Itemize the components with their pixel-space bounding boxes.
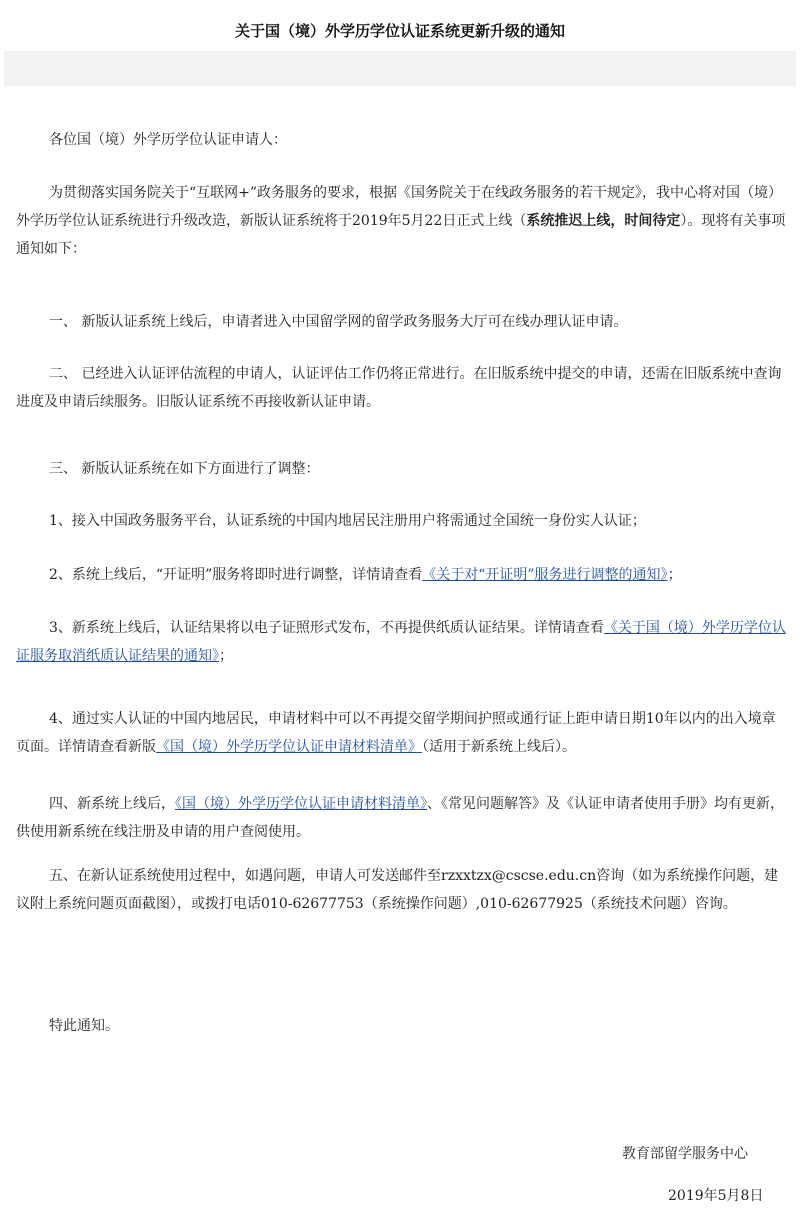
intro-bold-note: 系统推迟上线，时间待定 [526,213,681,229]
title-divider-bar [4,51,796,86]
notice-item-1: 一、 新版认证系统上线后，申请者进入中国留学网的留学政务服务大厅可在线办理认证申请。 [49,314,628,330]
notice-item-3: 三、 新版认证系统在如下方面进行了调整： [49,461,320,477]
sub-item-2 [16,561,788,589]
notice-item-4 [16,790,788,846]
intro-text-end: ）。现将有关事项通知如下： [16,213,786,257]
notice-title: 关于国（境）外学历学位认证系统更新升级的通知 [234,22,565,40]
sub-item-3 [16,614,788,670]
sub-item-2-end: ； [667,567,682,583]
greeting: 各位国（境）外学历学位认证申请人： [49,132,287,148]
sub-item-1: 1、接入中国政务服务平台，认证系统的中国内地居民注册用户将需通过全国统一身份实人认证； [49,513,646,529]
signature-organization: 教育部留学服务中心 [622,1146,748,1162]
notice-item-2: 二、 已经进入认证评估流程的申请人，认证评估工作仍将正常进行。在旧版系统中提交的申请，还需在旧版系统中查询进度及申请后续服务。旧版认证系统不再接收新认证申请。 [16,366,782,410]
sub-item-3-text: 3、新系统上线后，认证结果将以电子证照形式发布，不再提供纸质认证结果。详情请查看 [49,620,604,636]
sub-item-3-end: ； [219,648,233,664]
sub-item-4-text: 4、通过实人认证的中国内地居民，申请材料中可以不再提交留学期间护照或通行证上距申请日期10年以内的出入境章页面。详情请查看新版 [16,711,776,755]
notice-item-4-text: 四、新系统上线后， [49,796,175,812]
notice-date: 2019年5月8日 [668,1188,764,1204]
sub-item-4-end: （适用于新系统上线后）。 [422,739,576,755]
intro-text: 为贯彻落实国务院关于“互联网+”政务服务的要求，根据《国务院关于在线政务服务的若干规定》，我中心将对国（境）外学历学位认证系统进行升级改造，新版认证系统将于2019年5月22日正式上线（ [16,185,783,229]
closing-text: 特此通知。 [49,1018,119,1034]
sub-item-4 [16,705,788,761]
open-certificate-notice-link[interactable]: 《关于对“开证明”服务进行调整的通知》 [422,567,668,583]
materials-list-link[interactable]: 《国（境）外学历学位认证申请材料清单》 [156,739,422,755]
intro-paragraph [16,179,788,263]
notice-item-5: 五、在新认证系统使用过程中，如遇问题，申请人可发送邮件至rzxxtzx@cscse.edu.cn咨询（如为系统操作问题，建议附上系统问题页面截图），或拨打电话010-62677753（系统操作问题）,010-62677925（系统技术问题）咨询。 [16,868,779,912]
notice-item-4-end: 、《常见问题解答》及《认证申请者使用手册》均有更新，供使用新系统在线注册及申请的用户查阅使用。 [16,796,784,840]
sub-item-2-text: 2、系统上线后，“开证明”服务将即时进行调整，详情请查看 [49,567,423,583]
paper-result-cancel-notice-link[interactable]: 《关于国（境）外学历学位认证服务取消纸质认证结果的通知》 [16,620,786,664]
materials-list-link-2[interactable]: 《国（境）外学历学位认证申请材料清单》 [175,796,427,812]
